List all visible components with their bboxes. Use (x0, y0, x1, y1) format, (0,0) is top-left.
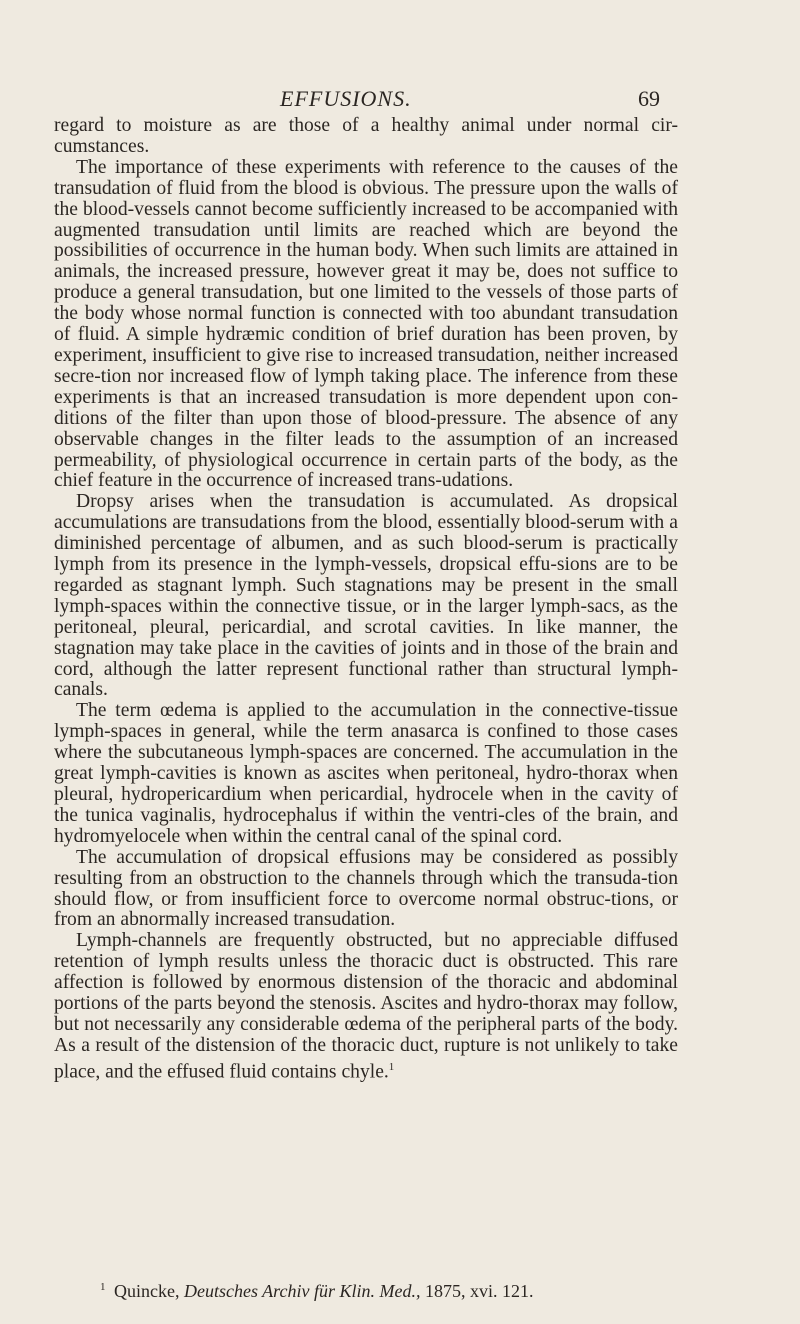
footnote (100, 1281, 533, 1302)
footnote-details: 1875, xvi. 121. (424, 1281, 534, 1301)
footnote-author: Quincke, (114, 1281, 180, 1301)
paragraph-continuation: regard to moisture as are those of a healthy animal under normal cir-cumstances. (54, 115, 678, 157)
footnote-reference: 1 (388, 1060, 395, 1073)
paragraph-lymph-channels (54, 931, 678, 1083)
paragraph-oedema-terms: The term œdema is applied to the accumulation in the connective-tissue lymph-spaces in general, while the term anasarca is confined to those cases where the subcutaneous lymph-spaces are concerned. The accumulation in the great lymph-cavities is known as ascites when peritoneal, hydro-thorax when pleural, hydropericardium when pericardial, hydrocele when in the cavity of the tunica vaginalis, hydrocephalus if within the ventri-cles of the brain, and hydromyelocele when within the central canal of the spinal cord. (54, 700, 678, 847)
footnote-mark: 1 (100, 1281, 106, 1293)
page-number: 69 (638, 86, 660, 111)
paragraph-experiments: The importance of these experiments with reference to the causes of the transudation of fluid from the blood is obvious. The pressure upon the walls of the blood-vessels cannot become sufficiently increased to be accompanied with augmented transudation until limits are reached which are beyond the possibilities of occurrence in the human body. When such limits are attained in animals, the increased pressure, however great it may be, does not suffice to produce a general transudation, but one limited to the vessels of those parts of the body whose normal function is connected with too abundant transudation of fluid. A simple hydræmic condition of brief duration has been proven, by experiment, insufficient to give rise to increased transudation, neither increased secre-tion nor increased flow of lymph taking place. The inference from these experiments is that an increased transudation is more dependent upon con-ditions of the filter than upon those of blood-pressure. The absence of any observable changes in the filter leads to the assumption of an increased permeability, of physiological occurrence in certain parts of the body, as the chief feature in the occurrence of increased trans-udations. (54, 156, 678, 492)
body-text (54, 116, 678, 1083)
chapter-title: EFFUSIONS. (280, 86, 412, 111)
paragraph-accumulation: The accumulation of dropsical effusions may be considered as possibly resulting from an obstruction to the channels through which the transuda-tion should flow, or from insufficient force to overcome normal obstruc-tions, or from an abnormally increased transudation. (54, 846, 678, 931)
footnote-journal: Deutsches Archiv für Klin. Med., (183, 1281, 421, 1301)
paragraph-lymph-channels-text: Lymph-channels are frequently obstructed, but no appreciable diffused retention of lymph results unless the thoracic duct is obstructed. This rare affection is followed by enormous distension of the thoracic and abdominal portions of the parts beyond the stenosis. Ascites and hydro-thorax may follow, but not necessarily any considerable œdema of the peripheral parts of the body. As a result of the distension of the thoracic duct, rupture is not unlikely to take place, and the effused fluid contains chyle. (54, 930, 678, 1083)
running-head (0, 86, 800, 114)
paragraph-dropsy: Dropsy arises when the transudation is accumulated. As dropsical accumulations are transudations from the blood, essentially blood-serum with a diminished percentage of albumen, and as such blood-serum is practically lymph from its presence in the lymph-vessels, dropsical effu-sions are to be regarded as stagnant lymph. Such stagnations may be present in the small lymph-spaces within the connective tissue, or in the larger lymph-sacs, as the peritoneal, pleural, pericardial, and scrotal cavities. In like manner, the stagnation may take place in the cavities of joints and in those of the brain and cord, although the latter represent functional rather than structural lymph-canals. (54, 491, 678, 701)
